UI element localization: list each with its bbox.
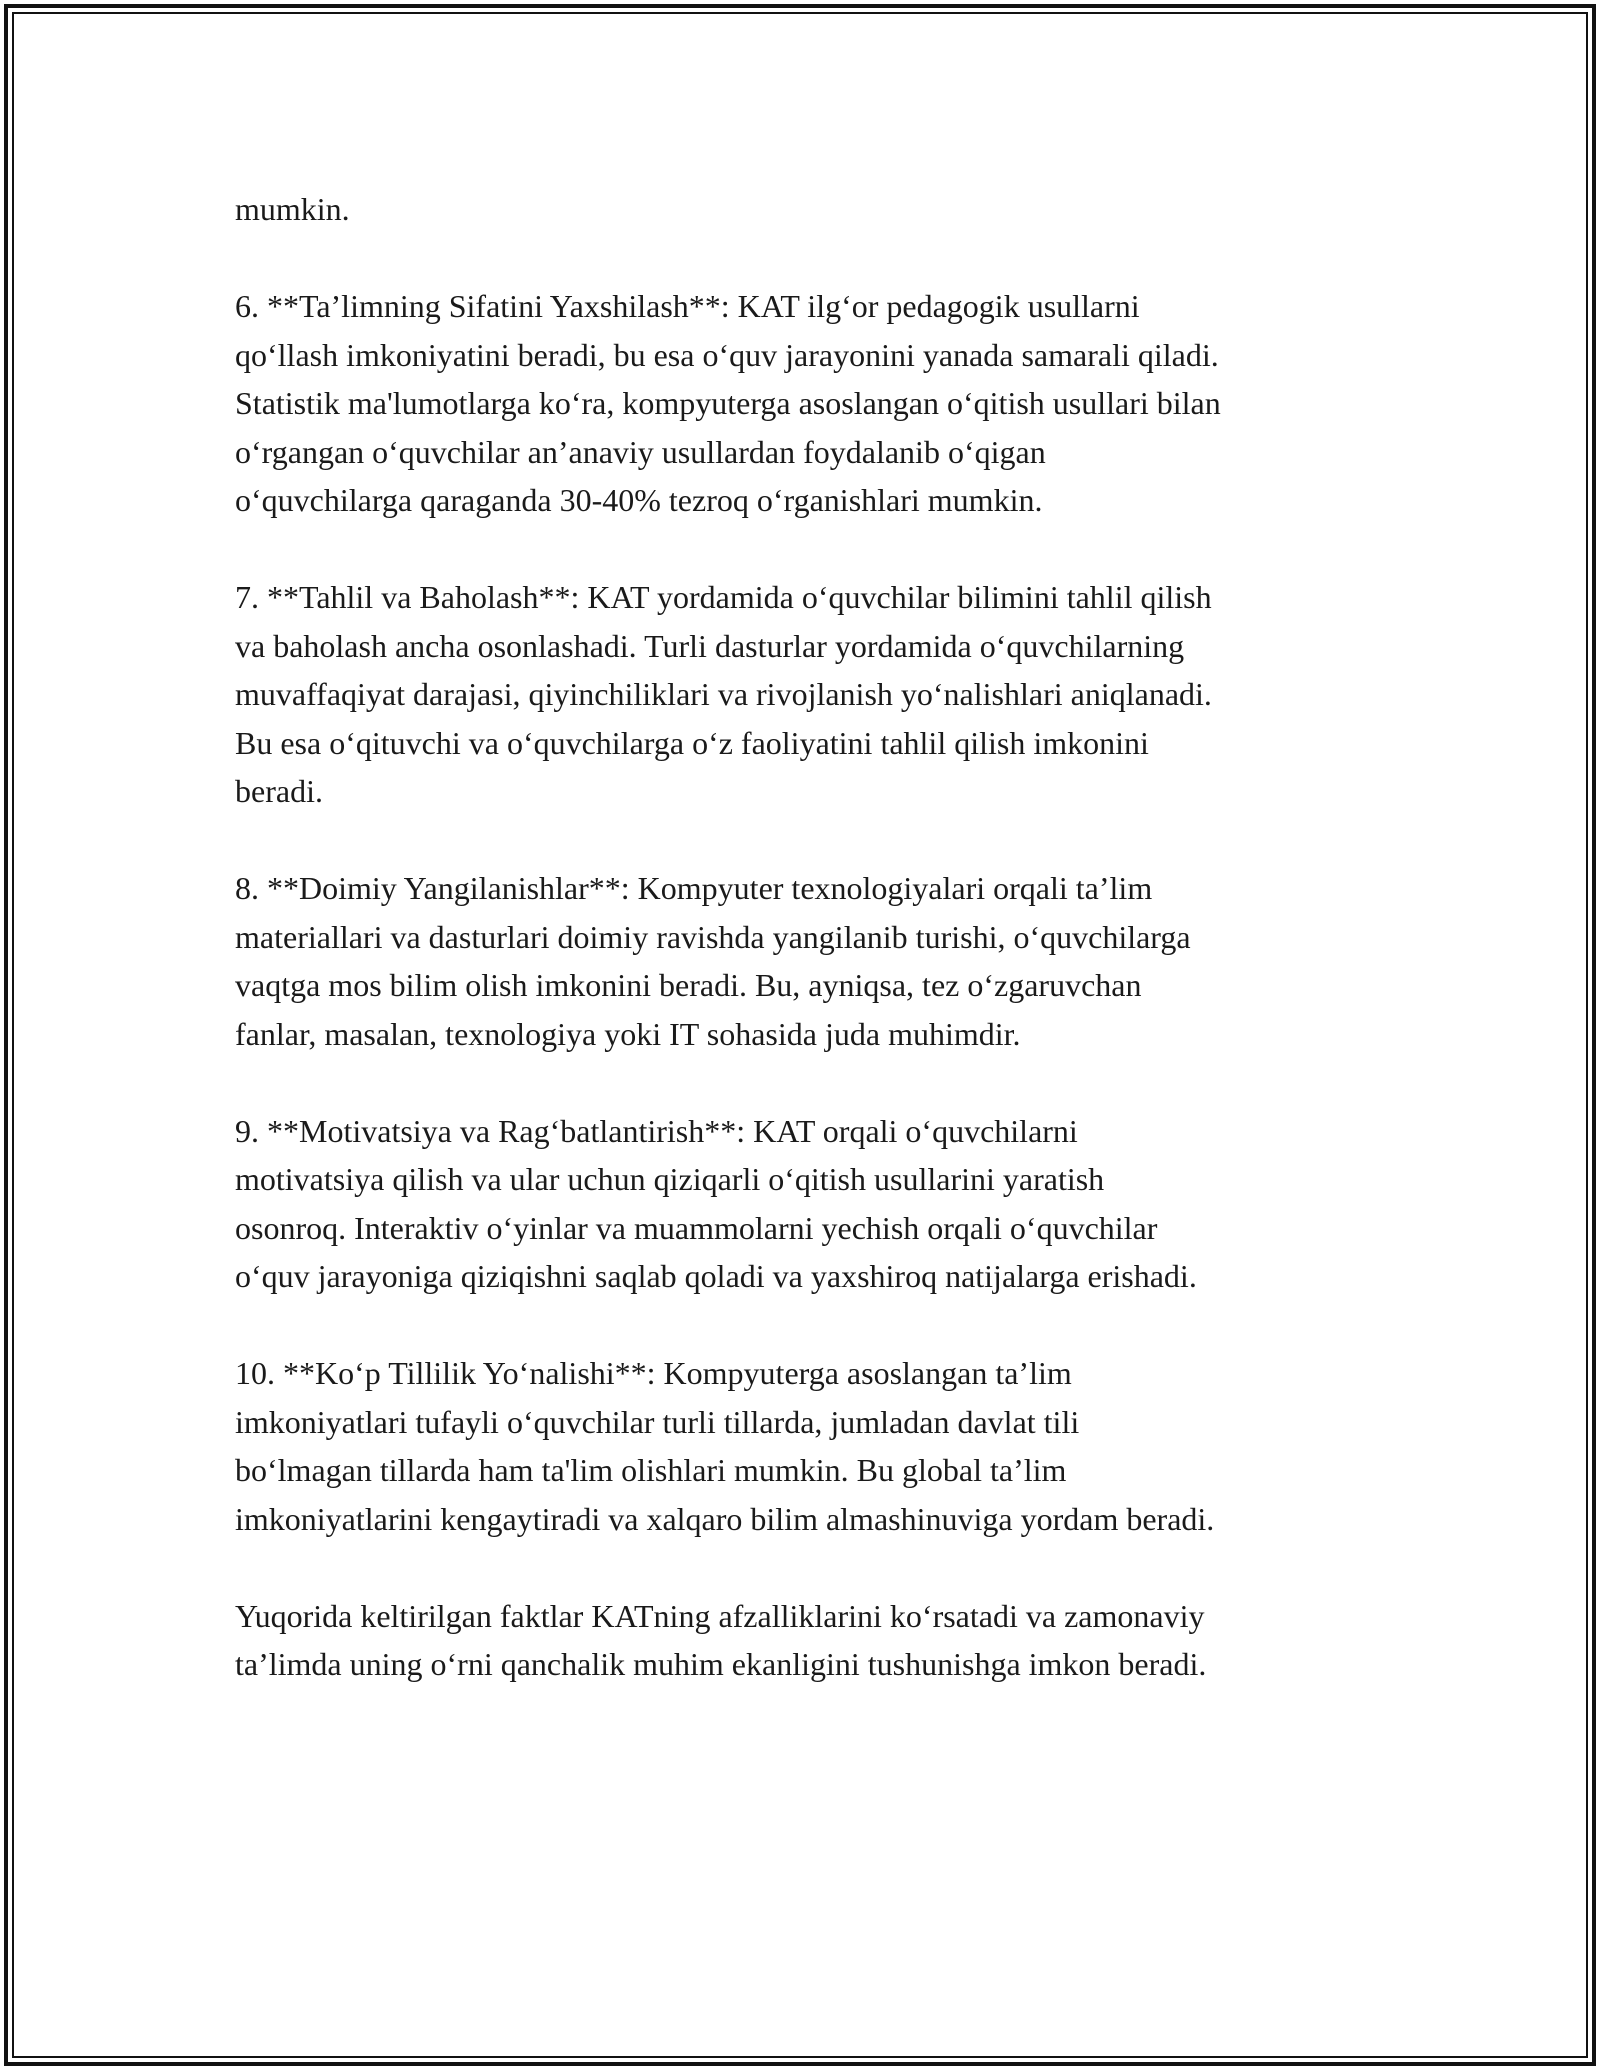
paragraph-item-6: 6. **Ta’limning Sifatini Yaxshilash**: KAT ilg‘or pedagogik usullarni qo‘llash imkoniyatini beradi, bu esa o‘quv jarayonini yanada samarali qiladi. Statistik ma'lumotlarga ko‘ra, kompyuterga asoslangan o‘qitish usullari bilan o‘rgangan o‘quvchilar an’anaviy usullardan foydalanib o‘qigan o‘quvchilarga qaraganda 30-40% tezroq o‘rganishlari mumkin. [235, 288, 1221, 518]
paragraph-continuation: mumkin. [235, 191, 350, 227]
paragraph-conclusion: Yuqorida keltirilgan faktlar KATning afzalliklarini ko‘rsatadi va zamonaviy ta’limda uning o‘rni qanchalik muhim ekanligini tushunishga imkon beradi. [235, 1597, 1207, 1682]
paragraph-item-7: 7. **Tahlil va Baholash**: KAT yordamida o‘quvchilar bilimini tahlil qilish va baholash ancha osonlashadi. Turli dasturlar yordamida o‘quvchilarning muvaffaqiyat darajasi, qiyinchiliklari va rivojlanish yo‘nalishlari aniqlanadi. Bu esa o‘qituvchi va o‘quvchilarga o‘z faoliyatini tahlil qilish imkonini beradi. [235, 579, 1212, 809]
paragraph-item-10: 10. **Ko‘p Tillilik Yo‘nalishi**: Kompyuterga asoslangan ta’lim imkoniyatlari tufayli o‘quvchilar turli tillarda, jumladan davlat tili bo‘lmagan tillarda ham ta'lim olishlari mumkin. Bu global ta’lim imkoniyatlarini kengaytiradi va xalqaro bilim almashinuviga yordam beradi. [235, 1355, 1215, 1537]
document-body [235, 185, 1385, 1689]
paragraph-item-8: 8. **Doimiy Yangilanishlar**: Kompyuter texnologiyalari orqali ta’lim materiallari va dasturlari doimiy ravishda yangilanib turishi, o‘quvchilarga vaqtga mos bilim olish imkonini beradi. Bu, ayniqsa, tez o‘zgaruvchan fanlar, masalan, texnologiya yoki IT sohasida juda muhimdir. [235, 870, 1191, 1052]
paragraph-item-9: 9. **Motivatsiya va Rag‘batlantirish**: KAT orqali o‘quvchilarni motivatsiya qilish va ular uchun qiziqarli o‘qitish usullarini yaratish osonroq. Interaktiv o‘yinlar va muammolarni yechish orqali o‘quvchilar o‘quv jarayoniga qiziqishni saqlab qoladi va yaxshiroq natijalarga erishadi. [235, 1112, 1197, 1294]
